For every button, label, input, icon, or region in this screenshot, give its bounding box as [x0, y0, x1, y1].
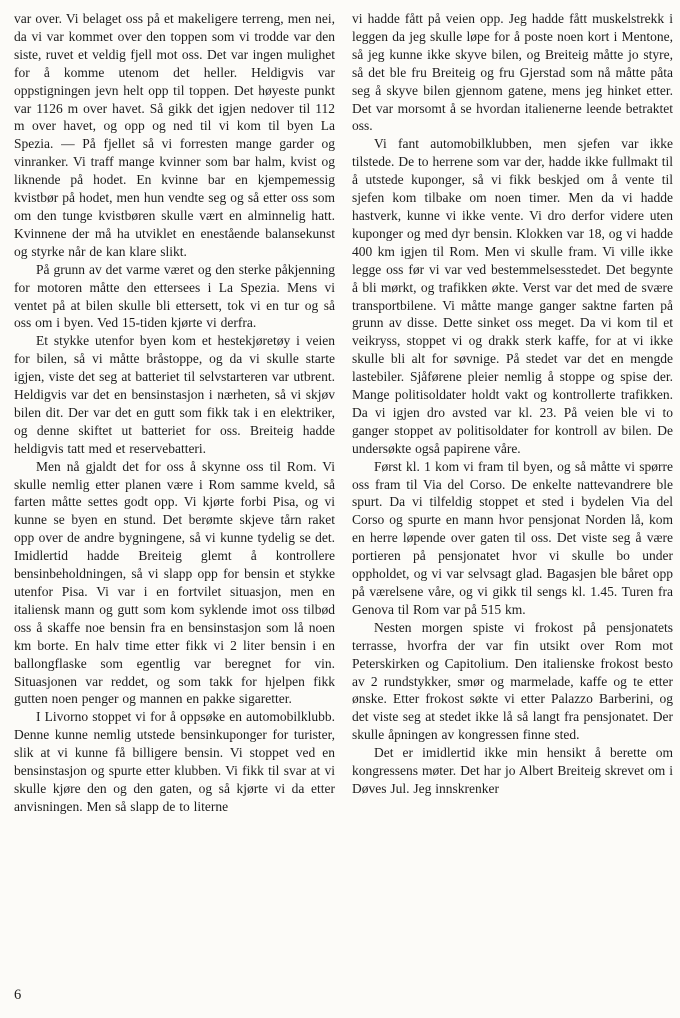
paragraph: Vi fant automobilklubben, men sjefen var ikke tilstede. De to herrene som var der, hadde ikke fullmakt til å utstede kuponger, så vi fikk beskjed om å vente til sjefen kom tilbake om noen timer. Men da vi hadde hastverk, kunne vi ikke vente. Vi dro derfor videre uten kuponger og med dyr bensin. Klokken var 18, og vi hadde 400 km igjen til Rom. Men vi skulle fram. Vi ville ikke legge oss før vi var ved bestemmelsesstedet. Det begynte å bli mørkt, og trafikken økte. Verst var det med de svære transportbilene. Vi måtte mange ganger saktne farten på grunn av disse. Dette sinket oss meget. Da vi kom til et veikryss, stoppet vi og drakk sterk kaffe, for at vi ikke skulle bli alt for søvnige. På stedet var det en mengde lastebiler. Sjåførene pleier nemlig å stoppe og spise der. Mange politisoldater holdt vakt og kontrollerte trafikken. Da vi igjen dro avsted var kl. 23. På veien ble vi to ganger stoppet av politisoldater for kontroll av bilen. De undersøkte også papirene våre. — [352, 136, 673, 456]
paragraph: Det er imidlertid ikke min hensikt å berette om kongressens møter. Det har jo Albert Breiteig skrevet om i Døves Jul. Jeg innskrenker — [352, 745, 673, 796]
paragraph: Nesten morgen spiste vi frokost på pensjonatets terrasse, hvorfra der var fin utsikt over Rom mot Peterskirken og Capitolium. Den italienske frokost besto av 2 rundstykker, smør og marmelade, kaffe og te etter ønske. Etter frokost søkte vi etter Palazzo Barberini, og det viste seg at stedet ikke lå så langt fra pensjonatet. Der skulle åpningen av kongressen finne sted. — [352, 619, 673, 743]
text-column-left — [14, 10, 335, 816]
paragraph: Først kl. 1 kom vi fram til byen, og så måtte vi spørre oss fram til Via del Corso. De enkelte nattevandrere ble spurt. Da vi tilfeldig stoppet et sted i bydelen Via del Corso og spurte en mann hvor pensjonat Norden lå, kom en herre løpende over gaten til oss. Det viste seg å være portieren på pensjonatet hvor vi skulle bo under oppholdet, og vi var selvsagt glad. Bagasjen ble båret opp på værelsene våre, og vi gikk til sengs kl. 1.45. Turen fra Genova til Rom var på 515 km. — [352, 458, 673, 617]
paragraph: vi hadde fått på veien opp. Jeg hadde fått muskelstrekk i leggen da jeg skulle løpe for å poste noen kort i Mentone, så jeg kunne ikke skyve bilen, og Breiteig måtte jo styre, så det ble fru Breiteig og fru Gjerstad som nå måtte påta seg å skyve bilen gjennom gatene, mens jeg hinket etter. Det var morsomt å se hvordan italienerne leende betraktet oss. — [352, 11, 673, 134]
page-number: 6 — [14, 987, 22, 1004]
text-column-right — [352, 10, 673, 816]
paragraph: Men nå gjaldt det for oss å skynne oss til Rom. Vi skulle nemlig etter planen være i Rom samme kveld, så farten måtte settes godt opp. Vi kjørte forbi Pisa, og vi kunne se byen en stund. Det berømte skjeve tårn raket opp over de andre bygningene, så vi kunne tydelig se det. Imidlertid hadde Breiteig glemt å kontrollere bensinbeholdningen, så vi slapp opp for bensin et stykke utenfor Pisa. Vi var i en fortvilet situasjon, men en italiensk mann og gutt som kom syklende imot oss tilbød oss å skaffe noe bensin fra en bensinstasjon som lå noen km borte. En halv time etter fikk vi 2 liter bensin i en ballongflaske som egentlig var beregnet for vin. Situasjonen var reddet, og som takk for hjelpen fikk gutten noen penger og mannen en pakke sigaretter. — [14, 458, 335, 707]
paragraph: var over. Vi belaget oss på et makeligere terreng, men nei, da vi var kommet over den toppen som vi trodde var den siste, ruvet et veldig fjell mot oss. Det var ingen mulighet for å komme utenom det heller. Heldigvis var oppstigningen jevn helt opp til toppen. Det høyeste punkt var 1126 m over havet. Så gikk det igjen nedover til 112 m over havet, og opp og ned til vi kom til byen La Spezia. — På fjellet så vi forresten mange garder og vinranker. Vi traff mange kvinner som bar halm, kvist og liknende på hodet. En kvinne bar en kjempemessig kvistbør på hodet, men hun vendte seg og så etter oss som om den tunge kvistbøren skulle vært en alminnelig hatt. Kvinnene der må ha utviklet en enestående balansekunst og styrke når de kan klare slikt. — [14, 11, 335, 259]
paragraph: Et stykke utenfor byen kom et hestekjøretøy i veien for bilen, så vi måtte bråstoppe, og da vi skulle starte igjen, viste det seg at batteriet til selvstarteren var utbrent. Heldigvis var det en bensinstasjon i nærheten, så vi skjøv bilen dit. Der var det en gutt som fikk tak i en elektriker, og denne skiftet ut batteriet for oss. Breiteig hadde heldigvis tatt med et reservebatteri. — [14, 333, 335, 456]
paragraph: På grunn av det varme været og den sterke påkjenning for motoren måtte den ettersees i La Spezia. Mens vi ventet på at bilen skulle bli ettersett, tok vi en tur og så oss om i byen. Ved 15-tiden kjørte vi derfra. — [14, 261, 335, 331]
two-column-text-block — [14, 10, 674, 816]
paragraph: I Livorno stoppet vi for å oppsøke en automobilklubb. Denne kunne nemlig utstede bensinkuponger for turister, slik at vi kunne få billigere bensin. Vi stoppet ved en bensinstasjon og spurte etter klubben. Vi fikk til svar at vi skulle kjøre den og den gaten, og så kjørte vi da etter anvisningen. Men så slapp de to literne — [14, 709, 335, 814]
